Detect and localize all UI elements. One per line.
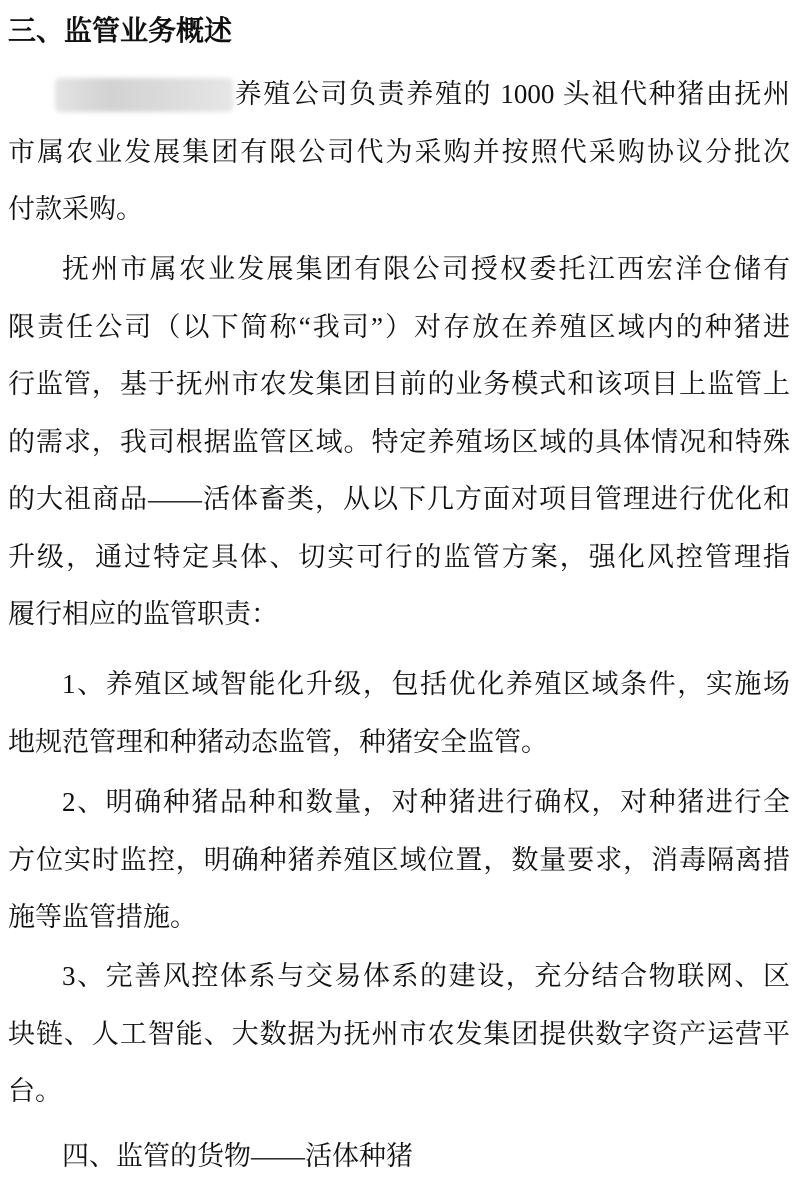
text-line: 履行相应的监管职责： (8, 599, 278, 629)
text-line: 地规范管理和种猪动态监管，种猪安全监管。 (8, 726, 548, 757)
text-line: 块链、人工智能、大数据为抚州市农发集团提供数字资产运营平 (8, 1018, 790, 1049)
text-line: 市属农业发展集团有限公司代为采购并按照代采购协议分批次 (8, 136, 790, 167)
text-line: 2、明确种猪品种和数量，对种猪进行确权，对种猪进行全 (62, 787, 790, 817)
text-line: 3、完善风控体系与交易体系的建设，充分结合物联网、区 (62, 961, 790, 991)
measure-item-2 (8, 774, 790, 947)
paragraph-scope (8, 241, 790, 644)
text-line: 的大祖商品——活体畜类，从以下几方面对项目管理进行优化和 (8, 484, 790, 514)
text-line: 的需求，我司根据监管区域。特定养殖场区域的具体情况和特殊 (8, 426, 790, 457)
section-4 (8, 1128, 790, 1186)
redacted-text (55, 78, 233, 112)
text-line: 升级，通过特定具体、切实可行的监管方案，强化风控管理指 (8, 541, 790, 572)
measure-item-1 (8, 656, 790, 771)
text-line-content: 养殖公司负责养殖的 1000 头祖代种猪由抚州 (233, 79, 790, 109)
text-line (8, 66, 790, 124)
text-line: 限责任公司（以下简称“我司”）对存放在养殖区域内的种猪进 (8, 311, 790, 342)
section-4-heading: 四、监管的货物——活体种猪 (62, 1141, 413, 1171)
measure-item-3 (8, 948, 790, 1121)
text-line: 1、养殖区域智能化升级，包括优化养殖区域条件，实施场 (62, 669, 790, 699)
text-line: 行监管，基于抚州市农发集团目前的业务模式和该项目上监管上 (8, 369, 790, 399)
text-line: 抚州市属农业发展集团有限公司授权委托江西宏洋仓储有 (62, 254, 790, 284)
text-line: 方位实时监控，明确种猪养殖区域位置，数量要求，消毒隔离措 (8, 844, 790, 875)
text-line: 台。 (8, 1076, 62, 1106)
section-3-heading: 三、监管业务概述 (8, 16, 233, 47)
text-line: 施等监管措施。 (8, 902, 197, 932)
text-line: 付款采购。 (8, 194, 143, 224)
paragraph-intro (8, 66, 790, 239)
